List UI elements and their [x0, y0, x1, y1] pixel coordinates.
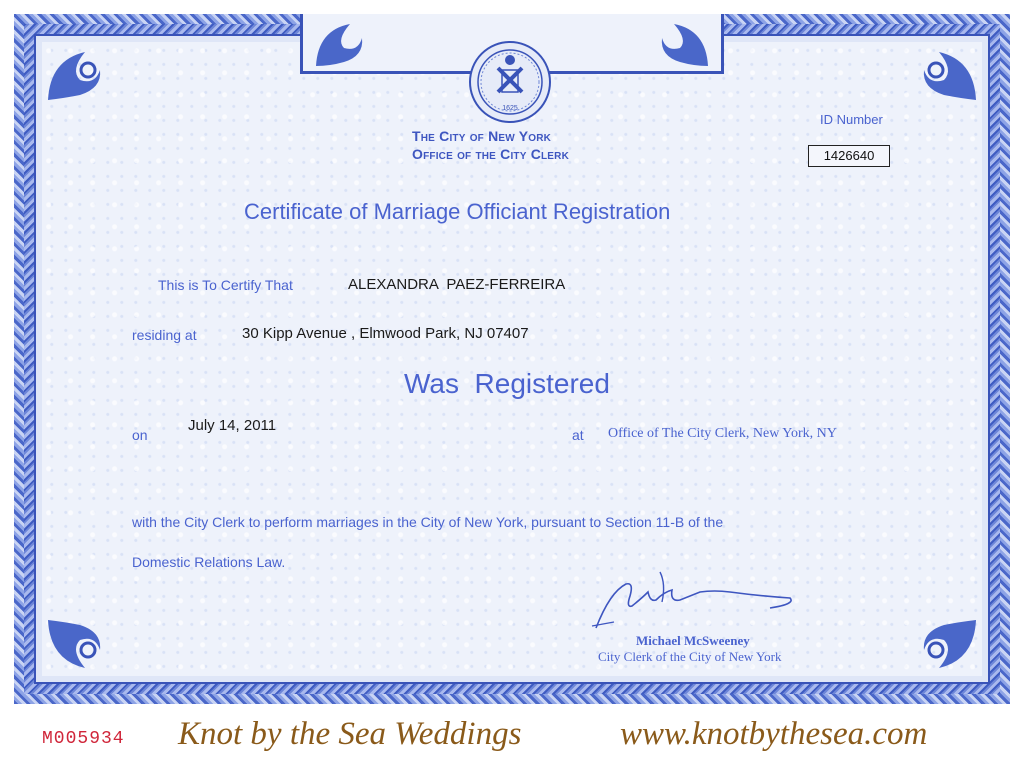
- signatory-title: City Clerk of the City of New York: [598, 649, 782, 664]
- signature-icon: [590, 562, 810, 634]
- header-scroll-ornament-icon: [310, 16, 380, 72]
- corner-ornament-icon: [40, 40, 130, 110]
- residing-label: residing at: [132, 327, 197, 343]
- certify-label: This is To Certify That: [158, 277, 293, 293]
- city-name: The City of New York: [412, 128, 552, 144]
- registrant-address: 30 Kipp Avenue , Elmwood Park, NJ 07407: [242, 325, 529, 342]
- certificate-body-line-1: with the City Clerk to perform marriages in the City of New York, pursuant to Section 11-B of the: [132, 514, 724, 530]
- website-url: www.knotbythesea.com: [620, 716, 928, 752]
- corner-ornament-icon: [894, 610, 984, 680]
- city-seal-icon: [468, 40, 552, 124]
- brand-watermark: Knot by the Sea Weddings: [178, 716, 522, 752]
- id-number-value: 1426640: [808, 145, 890, 167]
- registration-location: Office of The City Clerk, New York, NY: [608, 426, 837, 441]
- document-code: M005934: [42, 729, 125, 749]
- corner-ornament-icon: [894, 40, 984, 110]
- signatory-name: Michael McSweeney: [636, 633, 750, 648]
- registrant-name: ALEXANDRA PAEZ-FERREIRA: [348, 276, 566, 293]
- certificate-body-line-2: Domestic Relations Law.: [132, 554, 286, 570]
- registration-date: July 14, 2011: [188, 417, 277, 434]
- id-number-label: ID Number: [820, 112, 883, 127]
- on-label: on: [132, 427, 148, 443]
- corner-ornament-icon: [40, 610, 130, 680]
- office-name: Office of the City Clerk: [412, 146, 570, 162]
- at-label: at: [572, 427, 584, 443]
- certificate-title: Certificate of Marriage Officiant Registration: [244, 199, 671, 224]
- registered-heading: Was Registered: [404, 368, 610, 399]
- seal-year: 1625: [502, 105, 518, 112]
- header-scroll-ornament-icon: [644, 16, 714, 72]
